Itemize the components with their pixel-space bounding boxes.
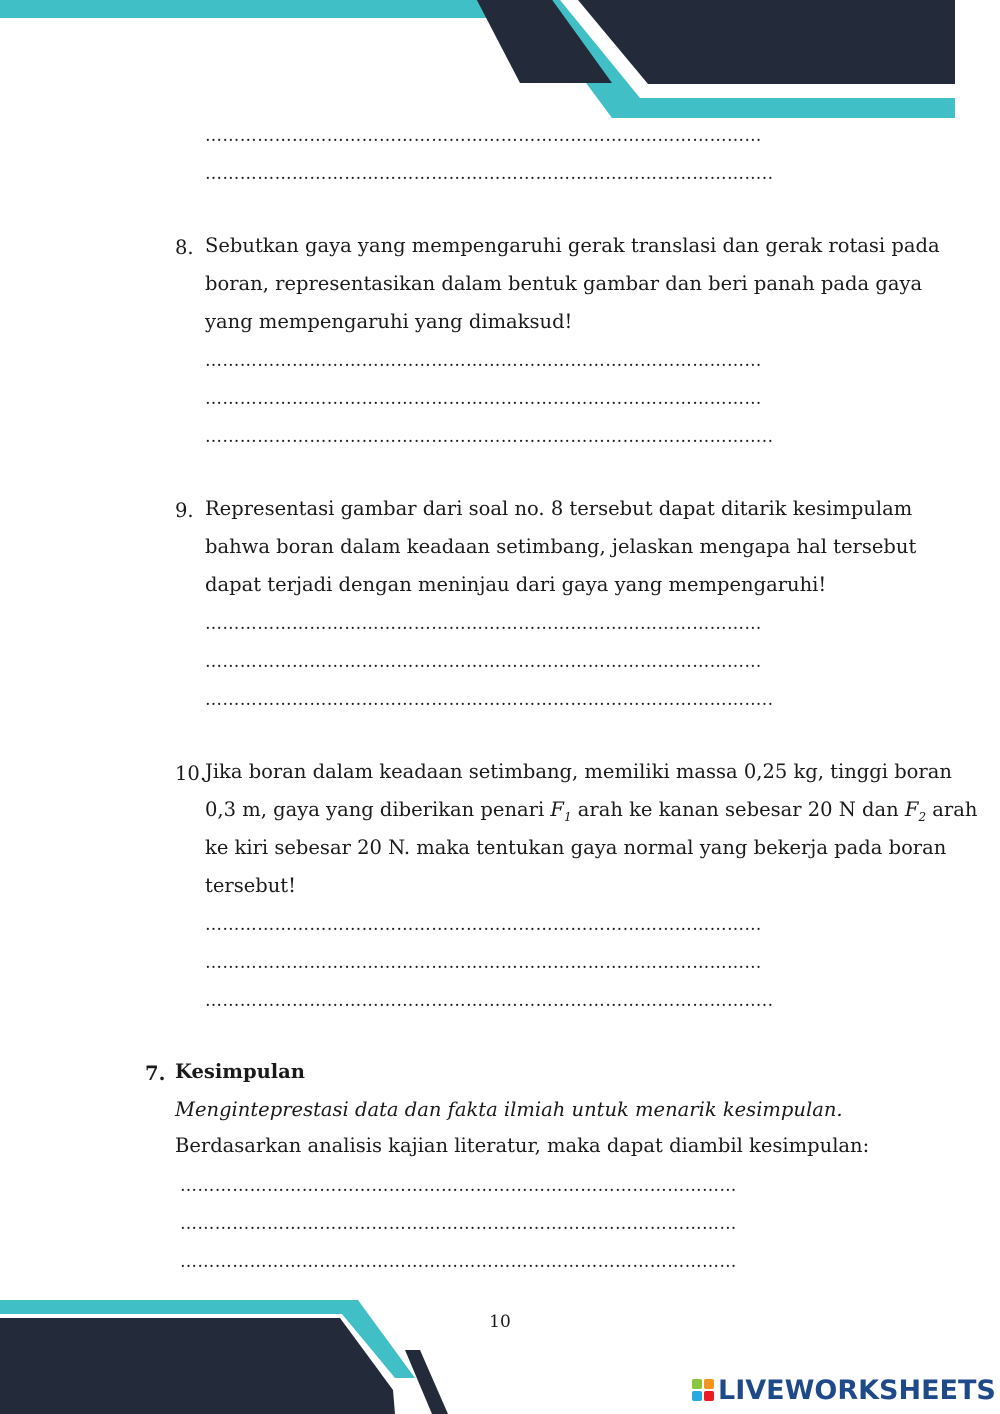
top-navy-block (468, 0, 612, 83)
question-text-line: Jika boran dalam keadaan setimbang, memiliki massa 0,25 kg, tinggi boran (205, 760, 952, 783)
question-number: 9. (175, 499, 194, 522)
logo-tile (692, 1391, 702, 1401)
top-teal-band (0, 0, 955, 118)
question-text-line: ke kiri sebesar 20 N. maka tentukan gaya normal yang bekerja pada boran (205, 836, 947, 859)
answer-line[interactable]: …………………………………………………………………………………… (205, 126, 762, 146)
answer-line[interactable]: …………………………………………………………………………………… (205, 953, 762, 973)
answer-line[interactable]: …………………………………………………………………………………….. (205, 427, 774, 447)
logo-tile (692, 1379, 702, 1389)
top-navy-panel (578, 0, 955, 84)
force-symbol-f2: F (904, 798, 919, 821)
answer-line[interactable]: …………………………………………………………………………………… (205, 614, 762, 634)
liveworksheets-logo (692, 1374, 996, 1406)
logo-tile (704, 1391, 714, 1401)
bottom-navy-panel (0, 1318, 395, 1414)
question-number: 10. (175, 762, 207, 785)
question-text-line: bahwa boran dalam keadaan setimbang, jelaskan mengapa hal tersebut (205, 535, 917, 558)
force-symbol-f1: F (550, 798, 564, 821)
section-intro: Berdasarkan analisis kajian literatur, maka dapat diambil kesimpulan: (175, 1134, 870, 1157)
logo-tile (704, 1379, 714, 1389)
answer-line[interactable]: …………………………………………………………………………………… (205, 915, 762, 935)
section-subtitle: Menginteprestasi data dan fakta ilmiah untuk menarik kesimpulan. (175, 1098, 843, 1121)
question-text: arah (926, 798, 978, 821)
answer-line[interactable]: …………………………………………………………………………………… (205, 389, 762, 409)
question-text-line: Sebutkan gaya yang mempengaruhi gerak translasi dan gerak rotasi pada (205, 234, 940, 257)
question-text-line: yang mempengaruhi yang dimaksud! (205, 310, 573, 333)
answer-line[interactable]: …………………………………………………………………………………… (180, 1176, 737, 1196)
page-number: 10 (489, 1312, 511, 1332)
question-text-line: boran, representasikan dalam bentuk gambar dan beri panah pada gaya (205, 272, 923, 295)
question-text: 0,3 m, gaya yang diberikan penari (205, 798, 551, 821)
answer-line[interactable]: …………………………………………………………………………………….. (205, 164, 774, 184)
question-text-line: Representasi gambar dari soal no. 8 tersebut dapat ditarik kesimpulam (205, 497, 913, 520)
logo-mark-icon (692, 1379, 714, 1401)
answer-line[interactable]: …………………………………………………………………………………… (180, 1214, 737, 1234)
section-number: 7. (145, 1062, 166, 1085)
force-subscript: 2 (918, 809, 927, 824)
bottom-navy-accent (405, 1350, 448, 1414)
answer-line[interactable]: …………………………………………………………………………………… (205, 652, 762, 672)
question-text-line: dapat terjadi dengan meninjau dari gaya yang mempengaruhi! (205, 573, 827, 596)
answer-line[interactable]: …………………………………………………………………………………… (205, 351, 762, 371)
question-text: arah ke kanan sebesar 20 N dan (571, 798, 905, 821)
question-number: 8. (175, 236, 194, 259)
answer-line[interactable]: …………………………………………………………………………………….. (205, 690, 774, 710)
section-title: Kesimpulan (175, 1060, 305, 1083)
answer-line[interactable]: …………………………………………………………………………………….. (205, 991, 774, 1011)
force-subscript: 1 (563, 809, 572, 824)
logo-text: LIVEWORKSHEETS (718, 1374, 996, 1406)
answer-line[interactable]: …………………………………………………………………………………… (180, 1252, 737, 1272)
question-text-line: tersebut! (205, 874, 296, 897)
